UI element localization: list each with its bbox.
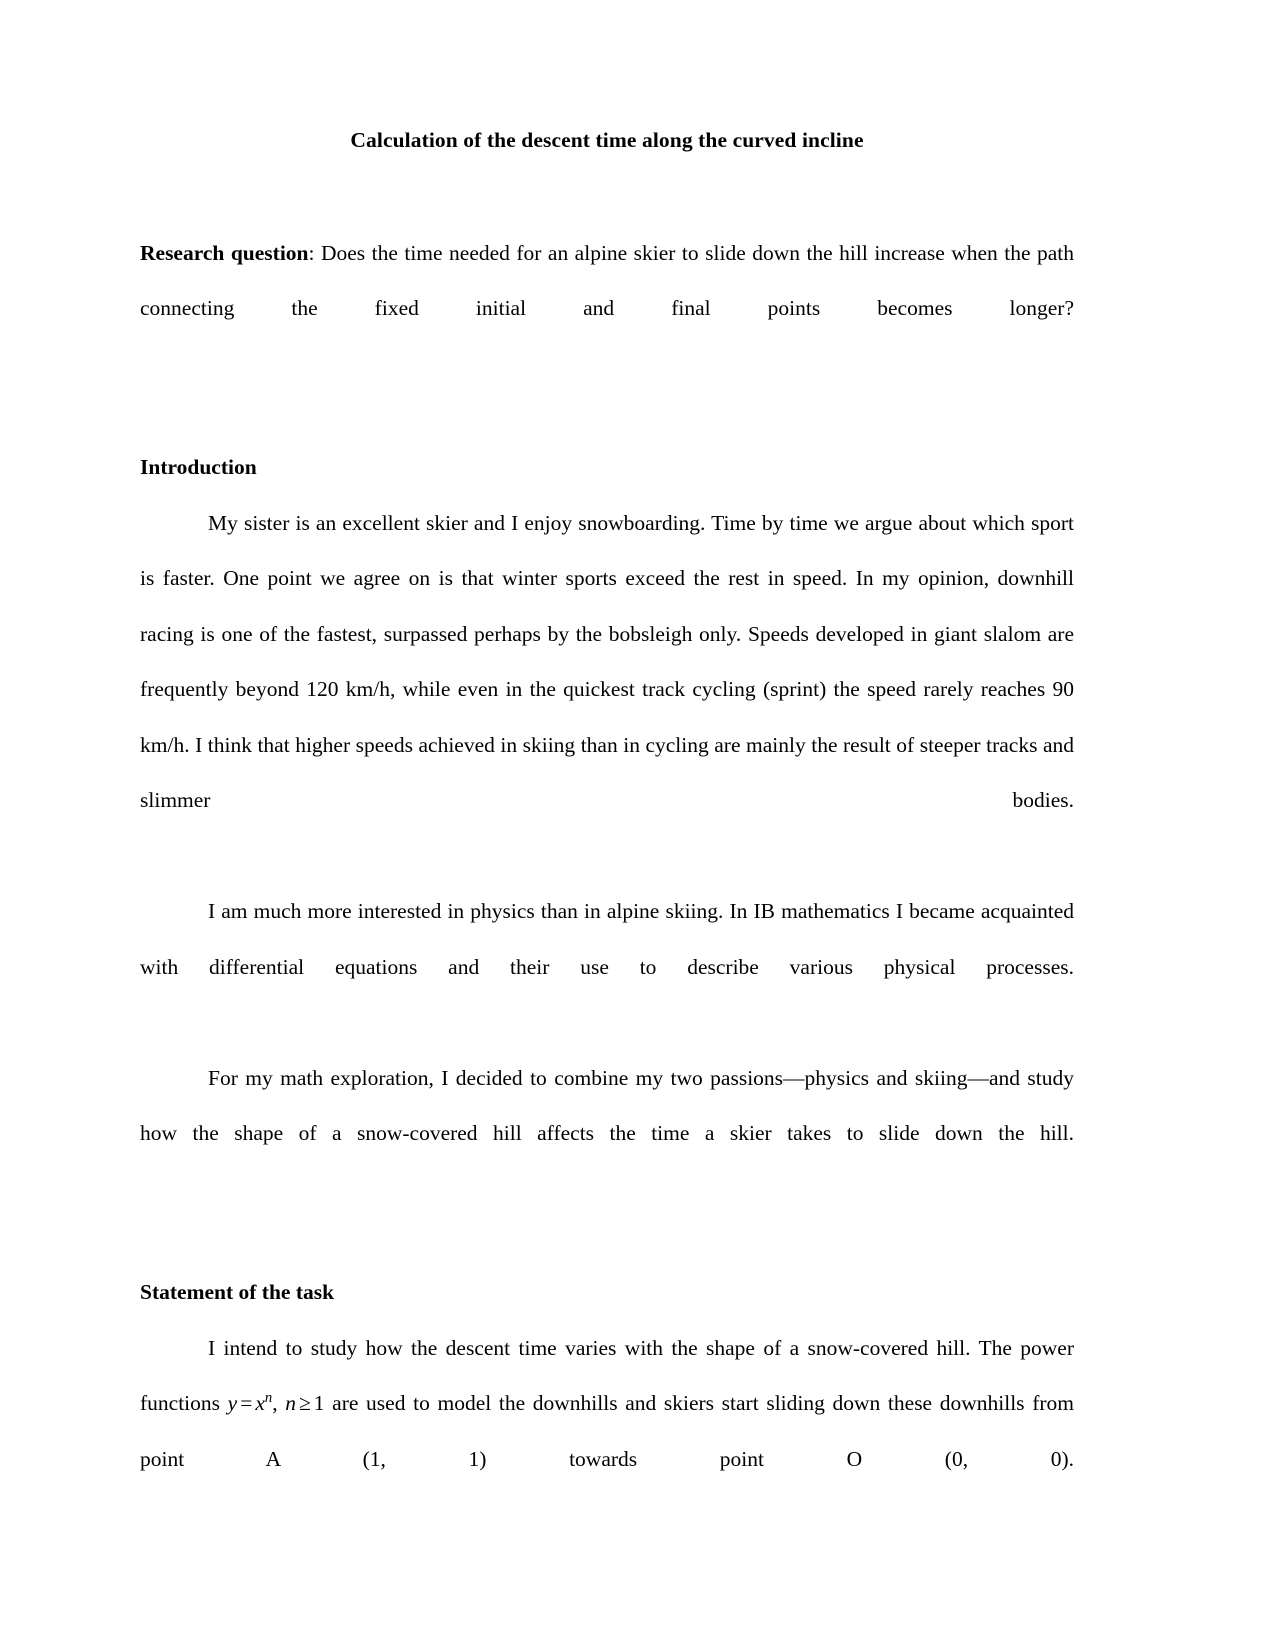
section-heading-introduction: Introduction [140, 455, 257, 480]
research-question-separator: : [308, 240, 321, 265]
introduction-paragraph-1: My sister is an excellent skier and I enjoy snowboarding. Time by time we argue about which sport is faster. One point we agree on is that winter sports exceed the rest in speed. In my opinion, downhill racing is one of the fastest, surpassed perhaps by the bobsleigh only. Speeds developed in giant slalom are frequently beyond 120 km/h, while even in the quickest track cycling (sprint) the speed rarely reaches 90 km/h. I think that higher speeds achieved in skiing than in cycling are mainly the result of steeper tracks and slimmer bodies. [140, 510, 1074, 813]
page-title: Calculation of the descent time along the curved incline [350, 128, 864, 152]
section-spacer-statement [140, 1217, 1074, 1265]
formula-comma: , [272, 1391, 286, 1416]
formula-greater-equal-sign: ≥ [298, 1391, 311, 1416]
research-question-paragraph [140, 226, 1074, 393]
power-function-formula [228, 1391, 325, 1415]
formula-variable-n: n [285, 1391, 296, 1416]
introduction-paragraph-2: I am much more interested in physics than in alpine skiing. In IB mathematics I became acquainted with differential equations and their use to describe various physical processes. [140, 899, 1074, 979]
section-heading-statement-of-the-task: Statement of the task [140, 1280, 335, 1305]
statement-text-part-1: I intend to study how the descent time varies with the shape of a snow-covered hill. The power functions [140, 1335, 1074, 1416]
formula-variable-y: y [227, 1391, 238, 1416]
statement-paragraph [140, 1321, 1074, 1543]
page-content [140, 128, 1074, 1543]
introduction-paragraph-3: For my math exploration, I decided to combine my two passions—physics and skiing—and study how the shape of a snow-covered hill affects the time a skier takes to slide down the hill. [140, 1065, 1074, 1146]
statement-text-part-2: are used to model the downhills and skiers start sliding down these downhills from point A (1, 1) towards point O (0, 0). [140, 1391, 1074, 1471]
research-question-text: Does the time needed for an alpine skier to slide down the hill increase when the path connecting the fixed initial and final points becomes longer? [140, 240, 1074, 321]
research-question-label: Research question [140, 240, 309, 265]
formula-variable-x: x [255, 1391, 265, 1416]
section-spacer-introduction [140, 392, 1074, 440]
formula-value-one: 1 [313, 1391, 325, 1416]
formula-equals-sign: = [240, 1391, 253, 1416]
formula-exponent-n: n [264, 1390, 273, 1407]
title-spacer [140, 154, 1074, 226]
